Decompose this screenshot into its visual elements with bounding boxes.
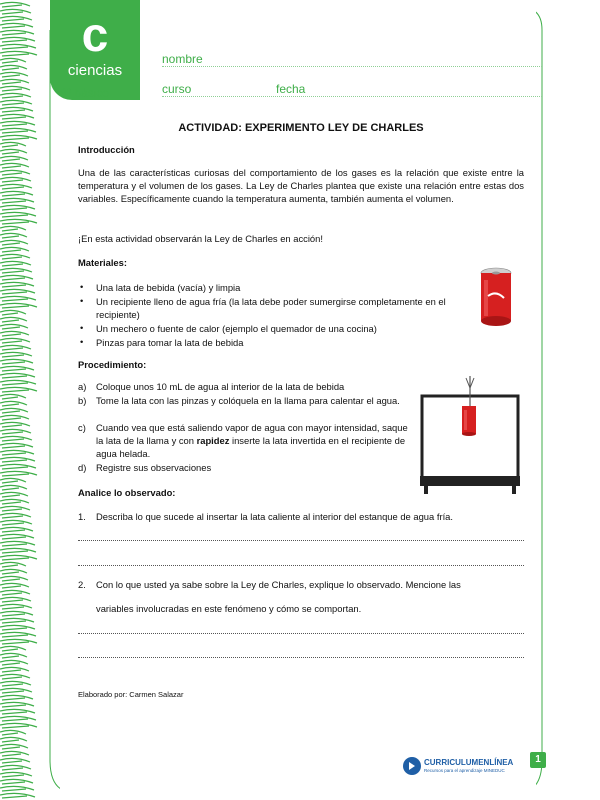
step-text: Coloque unos 10 mL de agua al interior de la lata de bebida (96, 381, 345, 392)
material-item: Un mechero o fuente de calor (ejemplo el quemador de una cocina) (96, 323, 377, 334)
name-field[interactable] (162, 66, 542, 67)
intro-paragraph: Una de las características curiosas del comportamiento de los gases es la relación que existe entre la temperatura y el volumen de los gases. La Ley de Charles plantea que existe una relación entre estas dos variables. Específicamente cuando la temperatura aumenta, también aumenta el volumen. (78, 167, 524, 205)
question-number: 2. (78, 579, 86, 590)
bullet-dot: • (80, 336, 84, 347)
page-title: ACTIVIDAD: EXPERIMENTO LEY DE CHARLES (178, 122, 424, 134)
analysis-heading: Analice lo observado: (78, 487, 176, 498)
water-tank-illustration (420, 376, 520, 494)
step-marker: a) (78, 381, 87, 392)
step-text: Registre sus observaciones (96, 462, 212, 473)
page-frame-line (536, 0, 546, 800)
step-text: Tome la lata con las pinzas y colóquela en la llama para calentar el agua. (96, 395, 400, 406)
material-item: Un recipiente lleno de agua fría (la lata debe poder sumergirse completamente en el recipiente) (96, 296, 446, 321)
question-number: 1. (78, 511, 86, 522)
material-item: Pinzas para tomar la lata de bebida (96, 337, 244, 348)
answer-line[interactable] (78, 540, 524, 541)
step-text-part: inserte la lata invertida en el recipiente de agua helada. (96, 435, 406, 460)
author-credit: Elaborado por: Carmen Salazar (78, 690, 184, 699)
bullet-dot: • (80, 322, 84, 333)
curriculum-logo-icon (402, 756, 422, 776)
course-label: curso (162, 82, 192, 96)
page-frame-left (40, 30, 60, 800)
intro-heading: Introducción (78, 144, 135, 155)
grade-label: 8º básico (60, 86, 110, 100)
question-1: Describa lo que sucede al insertar la lata caliente al interior del estanque de agua fría. (96, 511, 453, 522)
grass-border-decoration (0, 0, 42, 800)
step-marker: b) (78, 395, 87, 406)
intro-tagline: ¡En esta actividad observarán la Ley de Charles en acción! (78, 233, 323, 244)
question-2-line-2: variables involucradas en este fenómeno y cómo se comportan. (96, 603, 362, 614)
footer-logo-subtext: Recursos para el aprendizaje MINEDUC (424, 768, 505, 773)
soda-can-illustration (476, 266, 516, 328)
subject-letter: c (81, 9, 109, 62)
procedure-heading: Procedimiento: (78, 359, 147, 370)
bullet-dot: • (80, 281, 84, 292)
step-text (96, 421, 410, 461)
step-text-part: Cuando vea que está saliendo vapor de agua con mayor intensidad, saque la lata de la llama y con (96, 422, 408, 447)
date-label: fecha (276, 82, 306, 96)
answer-line[interactable] (78, 657, 524, 658)
course-date-field[interactable] (162, 96, 542, 97)
material-item: Una lata de bebida (vacía) y limpia (96, 282, 241, 293)
step-marker: c) (78, 422, 86, 433)
bullet-dot: • (80, 295, 84, 306)
answer-line[interactable] (78, 633, 524, 634)
answer-line[interactable] (78, 565, 524, 566)
question-2-line-1: Con lo que usted ya sabe sobre la Ley de Charles, explique lo observado. Mencione las (96, 579, 461, 590)
footer-logo-text: CURRICULUMENLÍNEA (424, 758, 514, 767)
step-marker: d) (78, 462, 87, 473)
name-label: nombre (162, 52, 203, 66)
materials-heading: Materiales: (78, 257, 127, 268)
step-text-emphasis: rapidez (196, 435, 230, 447)
page-number: 1 (530, 752, 546, 768)
subject-name: ciencias (67, 62, 123, 79)
